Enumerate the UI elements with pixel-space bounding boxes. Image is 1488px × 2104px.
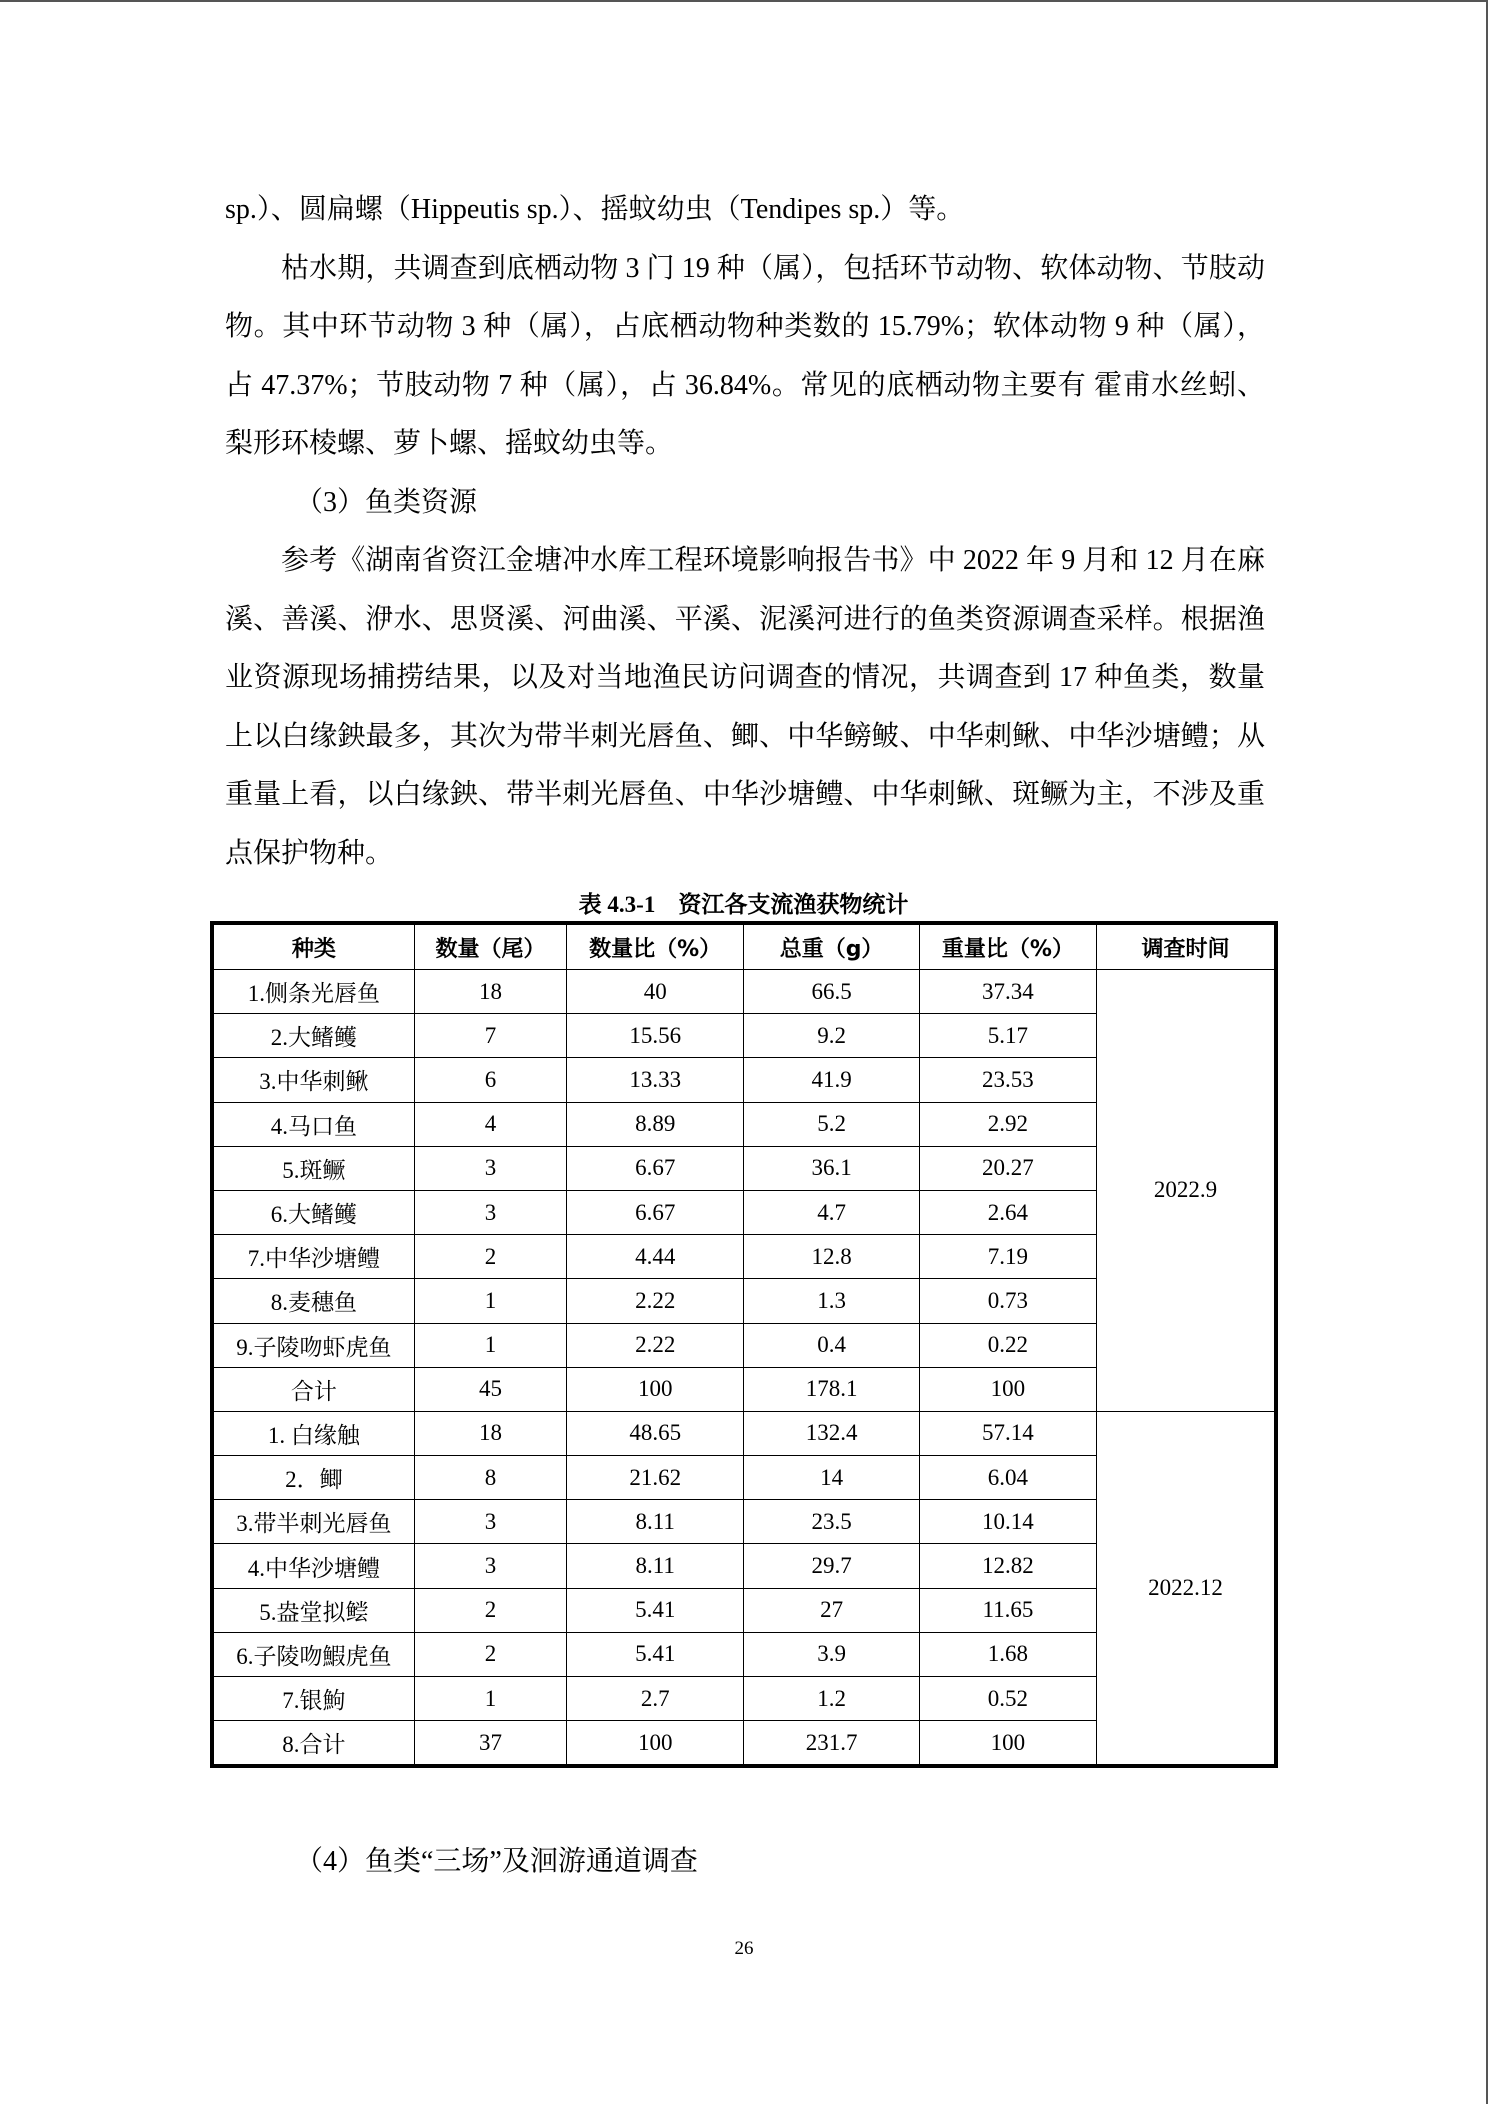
header-species: 种类 — [212, 923, 414, 970]
fish-catch-table — [210, 921, 1278, 1768]
cell-count-ratio: 5.41 — [567, 1588, 744, 1632]
cell-total-weight: 1.2 — [744, 1677, 920, 1721]
cell-total-weight: 178.1 — [744, 1367, 920, 1411]
cell-survey-time: 2022.12 — [1096, 1411, 1276, 1766]
cell-species: 4.中华沙塘鳢 — [212, 1544, 414, 1588]
cell-count: 37 — [414, 1721, 566, 1767]
cell-total-weight: 29.7 — [744, 1544, 920, 1588]
cell-species: 4.马口鱼 — [212, 1102, 414, 1146]
cell-species: 6.大鳍鳠 — [212, 1190, 414, 1234]
cell-count-ratio: 100 — [567, 1721, 744, 1767]
table-caption: 表 4.3-1 资江各支流渔获物统计 — [578, 892, 909, 917]
cell-count-ratio: 8.89 — [567, 1102, 744, 1146]
cell-total-weight: 231.7 — [744, 1721, 920, 1767]
cell-species: 5.斑鳜 — [212, 1146, 414, 1190]
cell-weight-ratio: 6.04 — [919, 1456, 1096, 1500]
cell-total-weight: 27 — [744, 1588, 920, 1632]
cell-count-ratio: 48.65 — [567, 1411, 744, 1455]
body-text — [225, 181, 1265, 883]
page-number: 26 — [734, 1938, 754, 1959]
cell-weight-ratio: 2.92 — [919, 1102, 1096, 1146]
cell-count-ratio: 15.56 — [567, 1014, 744, 1058]
cell-total-weight: 9.2 — [744, 1014, 920, 1058]
cell-species: 1.侧条光唇鱼 — [212, 970, 414, 1014]
cell-count-ratio: 13.33 — [567, 1058, 744, 1102]
paragraph: sp.）、圆扁螺（Hippeutis sp.）、摇蚊幼虫（Tendipes sp.）等。 — [225, 194, 965, 225]
cell-weight-ratio: 12.82 — [919, 1544, 1096, 1588]
cell-count: 2 — [414, 1588, 566, 1632]
cell-total-weight: 23.5 — [744, 1500, 920, 1544]
cell-species: 8.合计 — [212, 1721, 414, 1767]
cell-total-weight: 4.7 — [744, 1190, 920, 1234]
cell-count: 2 — [414, 1632, 566, 1676]
cell-weight-ratio: 100 — [919, 1721, 1096, 1767]
table-row — [212, 970, 1276, 1014]
cell-count: 4 — [414, 1102, 566, 1146]
header-survey-time: 调查时间 — [1096, 923, 1276, 970]
cell-species: 合计 — [212, 1367, 414, 1411]
cell-total-weight: 41.9 — [744, 1058, 920, 1102]
cell-weight-ratio: 23.53 — [919, 1058, 1096, 1102]
cell-weight-ratio: 37.34 — [919, 970, 1096, 1014]
cell-count-ratio: 21.62 — [567, 1456, 744, 1500]
cell-count: 3 — [414, 1146, 566, 1190]
cell-count: 7 — [414, 1014, 566, 1058]
cell-count-ratio: 2.22 — [567, 1279, 744, 1323]
cell-total-weight: 36.1 — [744, 1146, 920, 1190]
cell-species: 7.中华沙塘鳢 — [212, 1235, 414, 1279]
section-heading-spawning-grounds: （4）鱼类“三场”及洄游通道调查 — [295, 1846, 698, 1877]
cell-species: 2．鲫 — [212, 1456, 414, 1500]
cell-count-ratio: 8.11 — [567, 1500, 744, 1544]
cell-count-ratio: 40 — [567, 970, 744, 1014]
cell-count: 18 — [414, 970, 566, 1014]
cell-total-weight: 1.3 — [744, 1279, 920, 1323]
cell-weight-ratio: 10.14 — [919, 1500, 1096, 1544]
cell-weight-ratio: 11.65 — [919, 1588, 1096, 1632]
header-weight-ratio: 重量比（%） — [919, 923, 1096, 970]
cell-weight-ratio: 57.14 — [919, 1411, 1096, 1455]
cell-count-ratio: 4.44 — [567, 1235, 744, 1279]
cell-count-ratio: 100 — [567, 1367, 744, 1411]
cell-weight-ratio: 0.22 — [919, 1323, 1096, 1367]
cell-species: 3.带半刺光唇鱼 — [212, 1500, 414, 1544]
cell-count-ratio: 2.7 — [567, 1677, 744, 1721]
cell-total-weight: 5.2 — [744, 1102, 920, 1146]
cell-species: 8.麦穗鱼 — [212, 1279, 414, 1323]
cell-weight-ratio: 0.52 — [919, 1677, 1096, 1721]
table-row — [212, 1411, 1276, 1455]
header-count-ratio: 数量比（%） — [567, 923, 744, 970]
cell-survey-time: 2022.9 — [1096, 970, 1276, 1412]
cell-count: 6 — [414, 1058, 566, 1102]
cell-count: 1 — [414, 1279, 566, 1323]
cell-weight-ratio: 0.73 — [919, 1279, 1096, 1323]
cell-total-weight: 0.4 — [744, 1323, 920, 1367]
cell-weight-ratio: 5.17 — [919, 1014, 1096, 1058]
paragraph: 参考《湖南省资江金塘冲水库工程环境影响报告书》中 2022 年 9 月和 12 月在麻溪、善溪、洢水、思贤溪、河曲溪、平溪、泥溪河进行的鱼类资源调查采样。根据渔业资源现场捕捞结果，以及对当地渔民访问调查的情况，共调查到 17 种鱼类，数量上以白缘鉠最多，其次为带半刺光唇鱼、鲫、中华鳑鲏、中华刺鳅、中华沙塘鳢；从重量上看，以白缘鉠、带半刺光唇鱼、中华沙塘鳢、中华刺鳅、斑鳜为主，不涉及重点保护物种。 — [225, 545, 1265, 869]
cell-count-ratio: 8.11 — [567, 1544, 744, 1588]
cell-species: 1. 白缘触 — [212, 1411, 414, 1455]
header-total-weight: 总重（g） — [744, 923, 920, 970]
cell-count: 1 — [414, 1323, 566, 1367]
cell-weight-ratio: 2.64 — [919, 1190, 1096, 1234]
cell-count: 8 — [414, 1456, 566, 1500]
cell-count: 3 — [414, 1190, 566, 1234]
cell-total-weight: 12.8 — [744, 1235, 920, 1279]
header-count: 数量（尾） — [414, 923, 566, 970]
cell-species: 2.大鳍鳠 — [212, 1014, 414, 1058]
cell-total-weight: 132.4 — [744, 1411, 920, 1455]
cell-species: 6.子陵吻鰕虎鱼 — [212, 1632, 414, 1676]
cell-weight-ratio: 1.68 — [919, 1632, 1096, 1676]
cell-count-ratio: 2.22 — [567, 1323, 744, 1367]
cell-count: 3 — [414, 1544, 566, 1588]
cell-count-ratio: 5.41 — [567, 1632, 744, 1676]
cell-weight-ratio: 100 — [919, 1367, 1096, 1411]
cell-count: 3 — [414, 1500, 566, 1544]
cell-count: 2 — [414, 1235, 566, 1279]
cell-species: 9.子陵吻虾虎鱼 — [212, 1323, 414, 1367]
cell-species: 3.中华刺鳅 — [212, 1058, 414, 1102]
cell-count: 1 — [414, 1677, 566, 1721]
cell-weight-ratio: 7.19 — [919, 1235, 1096, 1279]
cell-total-weight: 3.9 — [744, 1632, 920, 1676]
cell-count: 18 — [414, 1411, 566, 1455]
table-header-row — [212, 923, 1276, 970]
cell-count-ratio: 6.67 — [567, 1190, 744, 1234]
cell-weight-ratio: 20.27 — [919, 1146, 1096, 1190]
section-heading: （3）鱼类资源 — [295, 486, 478, 518]
paragraph: 枯水期，共调查到底栖动物 3 门 19 种（属），包括环节动物、软体动物、节肢动物。其中环节动物 3 种（属），占底栖动物种类数的 15.79%；软体动物 9 种（属），占 47.37%；节肢动物 7 种（属），占 36.84%。常见的底栖动物主要有 霍甫水丝蚓、梨形环棱螺、萝卜螺、摇蚊幼虫等。 — [225, 252, 1265, 459]
cell-total-weight: 66.5 — [744, 970, 920, 1014]
cell-species: 5.盎堂拟鲿 — [212, 1588, 414, 1632]
cell-count-ratio: 6.67 — [567, 1146, 744, 1190]
cell-species: 7.银鮈 — [212, 1677, 414, 1721]
cell-count: 45 — [414, 1367, 566, 1411]
cell-total-weight: 14 — [744, 1456, 920, 1500]
